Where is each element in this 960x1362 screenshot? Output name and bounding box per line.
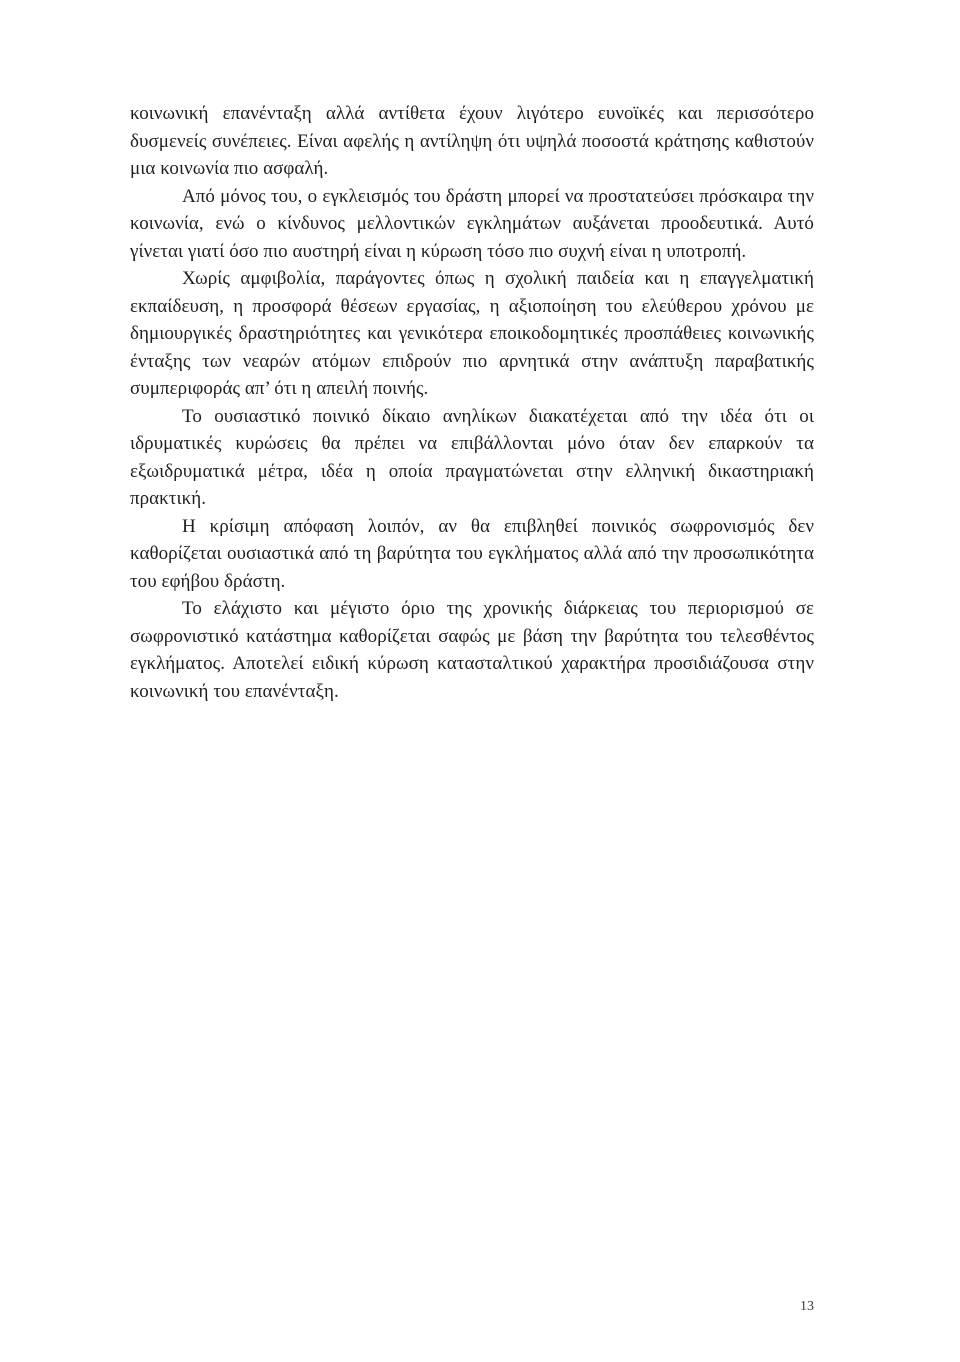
paragraph-1: κοινωνική επανένταξη αλλά αντίθετα έχουν λιγότερο ευνοϊκές και περισσότερο δυσμενείς συνέπειες. Είναι αφελής η αντίληψη ότι υψηλά ποσοστά κράτησης καθιστούν μια κοινωνία πιο ασφαλή. bbox=[130, 103, 814, 179]
paragraph-2: Από μόνος του, ο εγκλεισμός του δράστη μπορεί να προστατεύσει πρόσκαιρα την κοινωνία, ενώ ο κίνδυνος μελλοντικών εγκλημάτων αυξάνεται προοδευτικά. Αυτό γίνεται γιατί όσο πιο αυστηρή είναι η κύρωση τόσο πιο συχνή είναι η υποτροπή. bbox=[130, 185, 814, 262]
paragraph-6: Το ελάχιστο και μέγιστο όριο της χρονικής διάρκειας του περιορισμού σε σωφρονιστικό κατάστημα καθορίζεται σαφώς με βάση την βαρύτητα του τελεσθέντος εγκλήματος. Αποτελεί ειδική κύρωση κατασταλτικού χαρακτήρα προσιδιάζουσα στην κοινωνική του επανένταξη. bbox=[130, 598, 814, 702]
paragraph-5: Η κρίσιμη απόφαση λοιπόν, αν θα επιβληθεί ποινικός σωφρονισμός δεν καθορίζεται ουσιαστικά από τη βαρύτητα του εγκλήματος αλλά από την προσωπικότητα του εφήβου δράστη. bbox=[130, 515, 814, 592]
paragraph-4: Το ουσιαστικό ποινικό δίκαιο ανηλίκων διακατέχεται από την ιδέα ότι οι ιδρυματικές κυρώσεις θα πρέπει να επιβάλλονται μόνο όταν δεν επαρκούν τα εξωιδρυματικά μέτρα, ιδέα η οποία πραγματώνεται στην ελληνική δικαστηριακή πρακτική. bbox=[130, 405, 814, 509]
page-number: 13 bbox=[800, 1299, 814, 1314]
paragraph-3: Χωρίς αμφιβολία, παράγοντες όπως η σχολική παιδεία και η επαγγελματική εκπαίδευση, η προσφορά θέσεων εργασίας, η αξιοποίηση του ελεύθερου χρόνου με δημιουργικές δραστηριότητες και γενικότερα εποικοδομητικές προσπάθειες κοινωνικής ένταξης των νεαρών ατόμων επιδρούν πιο αρνητικά στην ανάπτυξη παραβατικής συμπεριφοράς απ’ ότι η απειλή ποινής. bbox=[130, 268, 814, 399]
body-text bbox=[130, 100, 814, 705]
